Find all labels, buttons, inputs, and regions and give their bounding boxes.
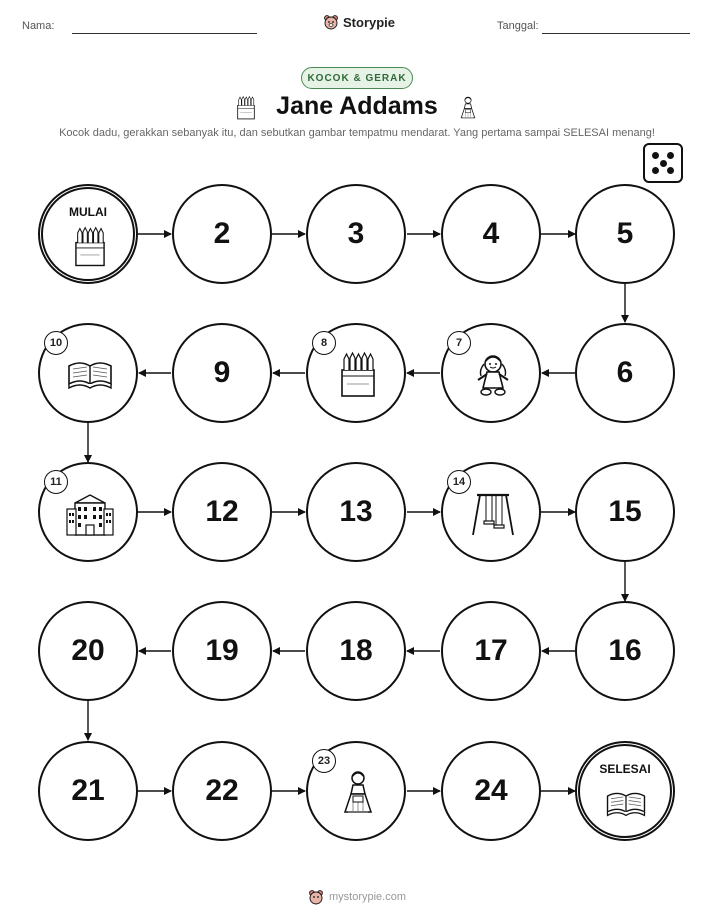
open-book-icon xyxy=(602,782,650,826)
board-space-11[interactable] xyxy=(38,462,138,562)
space-number: 20 xyxy=(71,634,105,667)
board-space-13[interactable] xyxy=(306,462,406,562)
space-number: 9 xyxy=(213,356,231,389)
space-number: 21 xyxy=(71,774,105,807)
storypie-bear-icon xyxy=(308,889,324,905)
board-space-2[interactable] xyxy=(172,184,272,284)
board-space-finish[interactable] xyxy=(575,741,675,841)
name-label: Nama: xyxy=(22,20,55,32)
date-label: Tanggal: xyxy=(497,20,539,32)
board-space-16[interactable] xyxy=(575,601,675,701)
board-space-3[interactable] xyxy=(306,184,406,284)
space-number: 6 xyxy=(616,356,634,389)
space-number: 19 xyxy=(205,634,239,667)
space-number: 12 xyxy=(205,495,239,528)
activity-type-badge: KOCOK & GERAK xyxy=(301,67,413,89)
space-number: 18 xyxy=(339,634,373,667)
board-space-9[interactable] xyxy=(172,323,272,423)
crayon-box-icon xyxy=(68,225,112,269)
brand-name: Storypie xyxy=(343,14,396,30)
board-space-20[interactable] xyxy=(38,601,138,701)
space-number-badge: 10 xyxy=(44,331,68,355)
hull-house-building-icon xyxy=(65,489,115,539)
swing-set-icon xyxy=(468,489,518,539)
pioneer-woman-figure-icon xyxy=(333,768,383,818)
board-space-5[interactable] xyxy=(575,184,675,284)
footer-url[interactable]: mystorypie.com xyxy=(328,891,407,903)
board-space-19[interactable] xyxy=(172,601,272,701)
board-space-8[interactable] xyxy=(306,323,406,423)
space-number: 3 xyxy=(347,217,365,250)
space-number: 24 xyxy=(474,774,508,807)
footer xyxy=(0,889,714,905)
space-number: 4 xyxy=(482,217,500,250)
board-space-24[interactable] xyxy=(441,741,541,841)
board-space-17[interactable] xyxy=(441,601,541,701)
space-number: 2 xyxy=(213,217,231,250)
board-space-18[interactable] xyxy=(306,601,406,701)
space-number-badge: 7 xyxy=(447,331,471,355)
space-number: 17 xyxy=(474,634,508,667)
board-space-12[interactable] xyxy=(172,462,272,562)
space-number-badge: 8 xyxy=(312,331,336,355)
board-space-15[interactable] xyxy=(575,462,675,562)
board-space-start[interactable] xyxy=(38,184,138,284)
space-number: 13 xyxy=(339,495,373,528)
crayon-box-icon xyxy=(333,350,383,400)
board-space-14[interactable] xyxy=(441,462,541,562)
board-space-7[interactable] xyxy=(441,323,541,423)
page-title: Jane Addams xyxy=(276,92,438,120)
space-number-badge: 11 xyxy=(44,470,68,494)
space-number-badge: 14 xyxy=(447,470,471,494)
doll-icon xyxy=(468,350,518,400)
board-space-10[interactable] xyxy=(38,323,138,423)
open-book-icon xyxy=(65,350,115,400)
board-space-4[interactable] xyxy=(441,184,541,284)
space-number: 15 xyxy=(608,495,642,528)
board-space-6[interactable] xyxy=(575,323,675,423)
space-number: 22 xyxy=(205,774,239,807)
space-number: 5 xyxy=(616,217,634,250)
start-label: MULAI xyxy=(69,205,107,219)
space-number-badge: 23 xyxy=(312,749,336,773)
instructions: Kocok dadu, gerakkan sebanyak itu, dan sebutkan gambar tempatmu mendarat. Yang pertama sampai SELESAI menang! xyxy=(59,127,655,139)
space-number: 16 xyxy=(608,634,642,667)
board-space-21[interactable] xyxy=(38,741,138,841)
board-space-22[interactable] xyxy=(172,741,272,841)
finish-label: SELESAI xyxy=(599,762,651,776)
board-space-23[interactable] xyxy=(306,741,406,841)
